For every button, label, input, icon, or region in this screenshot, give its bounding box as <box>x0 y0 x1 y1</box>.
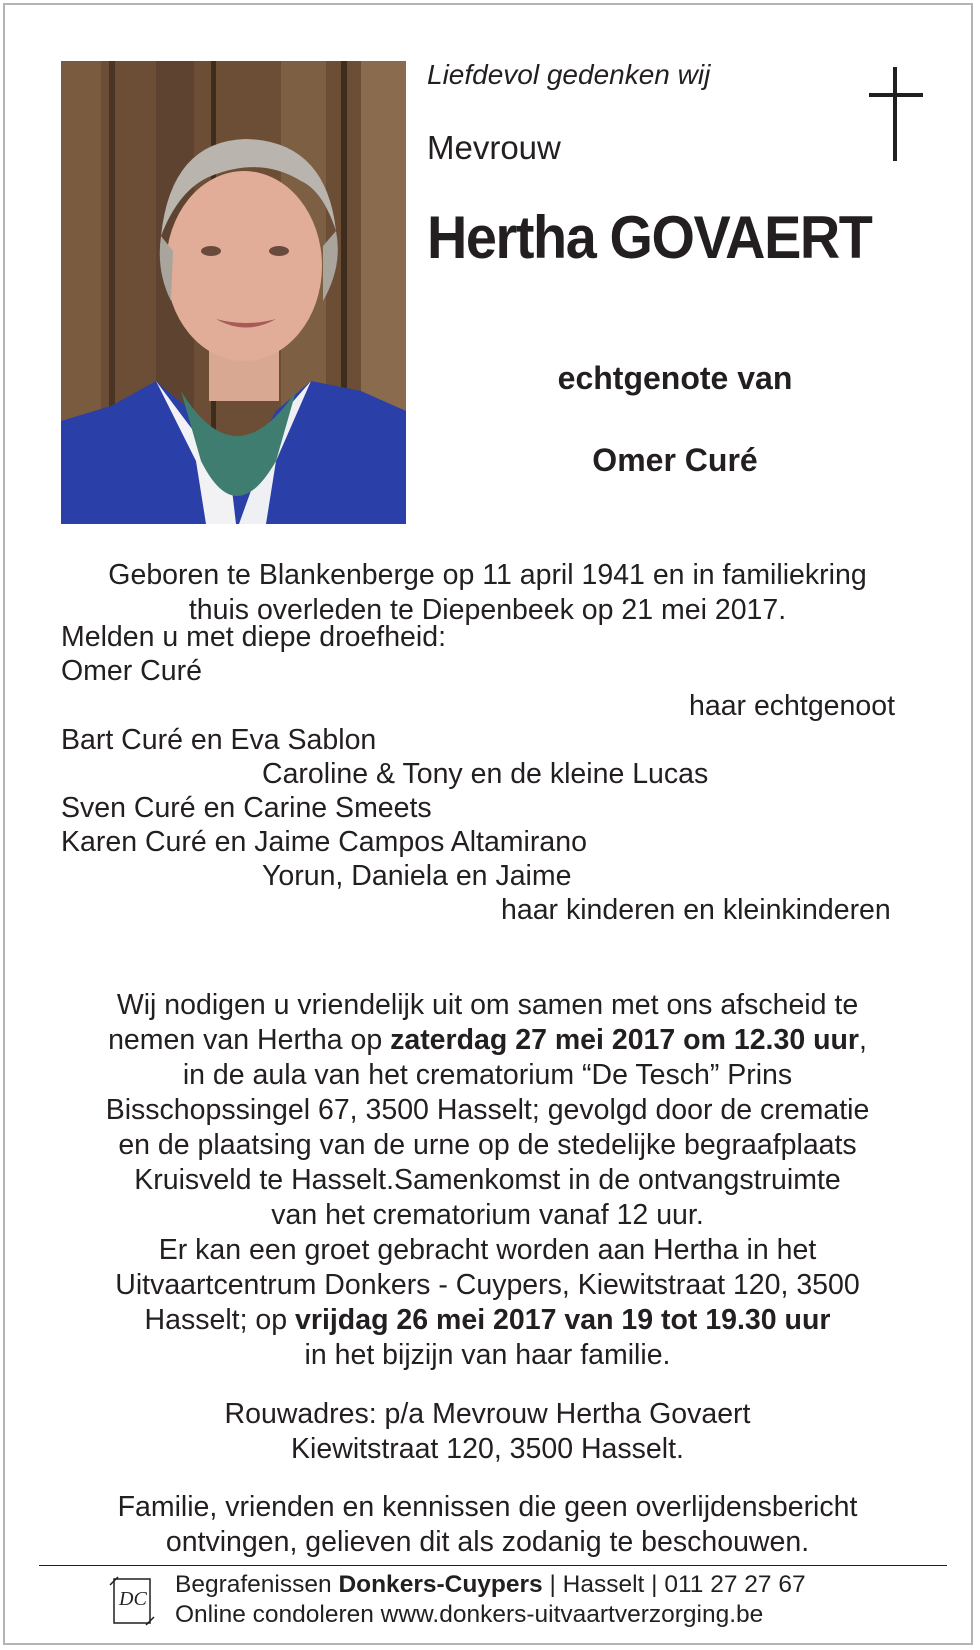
visitation-info <box>35 1233 940 1373</box>
greet-line: in het bijzijn van haar familie. <box>304 1339 671 1371</box>
funeral-home-logo-icon <box>108 1575 156 1627</box>
invite-line: Wij nodigen u vriendelijk uit om samen met ons afscheid te <box>116 989 859 1021</box>
family-grandchildren: Yorun, Daniela en Jaime <box>262 860 572 892</box>
invite-line: nemen van Hertha op zaterdag 27 mei 2017 om 12.30 uur, <box>108 1024 867 1056</box>
footer-divider <box>39 1565 947 1566</box>
funeral-invitation <box>35 988 940 1233</box>
family-spouse-role: haar echtgenoot <box>689 690 895 722</box>
family-spouse: Omer Curé <box>61 655 202 687</box>
birth-line: Geboren te Blankenberge op 11 april 1941 en in familiekring <box>108 559 867 591</box>
obituary-card <box>3 3 973 1645</box>
invite-line: Bisschopssingel 67, 3500 Hasselt; gevolgd door de crematie <box>105 1094 870 1126</box>
mourning-address <box>35 1397 940 1467</box>
family-child: Karen Curé en Jaime Campos Altamirano <box>61 826 587 858</box>
family-child: Sven Curé en Carine Smeets <box>61 792 432 824</box>
footer-online-line: Online condoleren www.donkers-uitvaartverzorging.be <box>175 1601 764 1628</box>
greet-line: Uitvaartcentrum Donkers - Cuypers, Kiewitstraat 120, 3500 <box>115 1269 860 1301</box>
closing-note <box>35 1490 940 1560</box>
portrait-photo <box>61 61 406 524</box>
address-line: Rouwadres: p/a Mevrouw Hertha Govaert <box>224 1398 751 1430</box>
family-child: Bart Curé en Eva Sablon <box>61 724 377 756</box>
spouse-name: Omer Curé <box>592 442 758 478</box>
latin-cross-icon <box>869 65 929 165</box>
address-line: Kiewitstraat 120, 3500 Hasselt. <box>291 1433 684 1465</box>
closing-line: ontvingen, gelieven dit als zodanig te beschouwen. <box>165 1526 810 1558</box>
spouse-label: echtgenote van <box>557 360 793 396</box>
logo-letters: DC <box>119 1588 147 1610</box>
intro-text: Liefdevol gedenken wij <box>427 59 711 90</box>
invite-line: van het crematorium vanaf 12 uur. <box>271 1199 704 1231</box>
company-phone: 011 27 27 67 <box>664 1571 806 1598</box>
invite-line: en de plaatsing van de urne op de stedelijke begraafplaats <box>118 1129 857 1161</box>
funeral-date: zaterdag 27 mei 2017 om 12.30 uur <box>390 1024 859 1056</box>
greet-line: Er kan een groet gebracht worden aan Hertha in het <box>158 1234 817 1266</box>
greet-line: Hasselt; op vrijdag 26 mei 2017 van 19 tot 19.30 uur <box>144 1304 831 1336</box>
company-name: Donkers-Cuypers <box>338 1571 543 1598</box>
invite-line: Kruisveld te Hasselt.Samenkomst in de ontvangstruimte <box>134 1164 841 1196</box>
death-line: thuis overleden te Diepenbeek op 21 mei 2017. <box>188 594 787 626</box>
footer-company-line: Begrafenissen Donkers-Cuypers | Hasselt | 011 27 27 67 <box>175 1571 806 1598</box>
company-city: Hasselt <box>562 1571 645 1598</box>
family-intro: Melden u met diepe droefheid: <box>61 621 447 653</box>
deceased-name: Hertha GOVAERT <box>427 204 872 271</box>
birth-death-info <box>35 558 940 628</box>
family-children-role: haar kinderen en kleinkinderen <box>501 894 891 926</box>
visitation-date: vrijdag 26 mei 2017 van 19 tot 19.30 uur <box>295 1304 831 1336</box>
family-grandchildren: Caroline & Tony en de kleine Lucas <box>262 758 709 790</box>
invite-line: in de aula van het crematorium “De Tesch” Prins <box>182 1059 793 1091</box>
title-prefix: Mevrouw <box>427 129 561 166</box>
closing-line: Familie, vrienden en kennissen die geen overlijdensbericht <box>117 1491 858 1523</box>
